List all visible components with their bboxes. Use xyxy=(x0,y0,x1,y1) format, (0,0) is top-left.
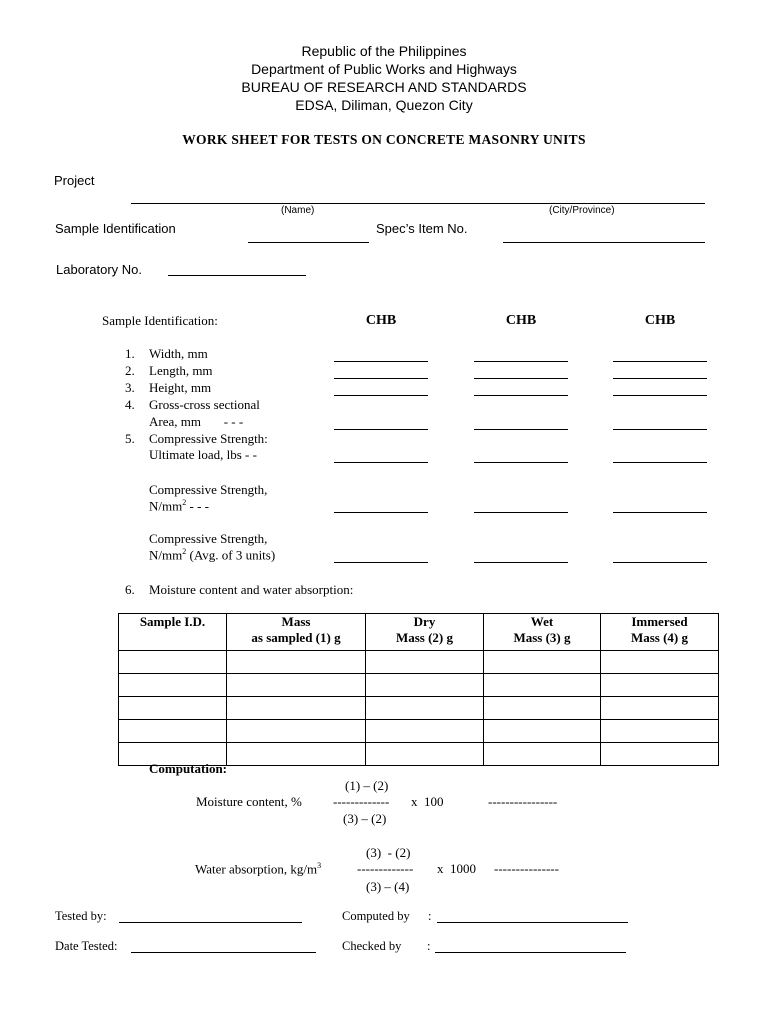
item-height-label: Height, mm xyxy=(149,380,212,395)
checked-by-colon: : xyxy=(427,939,431,953)
item-number: 5. xyxy=(125,431,135,446)
computed-by-line[interactable] xyxy=(437,922,628,923)
compressive-strength-label: Compressive Strength, xyxy=(149,482,268,497)
table-header-sample-id: Sample I.D. xyxy=(119,614,227,651)
moisture-table xyxy=(118,613,719,766)
wa-fraction-bar: ------------- xyxy=(357,861,414,876)
table-cell[interactable] xyxy=(227,651,366,674)
chb-3-entry-line[interactable] xyxy=(613,462,707,463)
table-cell[interactable] xyxy=(601,697,719,720)
mc-numerator: (1) – (2) xyxy=(345,778,389,793)
compressive-strength-avg-unit: $N/mm^2$ (Avg. of 3 units) xyxy=(149,547,276,563)
table-header-wet-mass: Wet Mass (3) g xyxy=(484,614,601,651)
date-tested-label: Date Tested: xyxy=(55,939,118,953)
chb-1-entry-line[interactable] xyxy=(334,512,428,513)
mc-denominator: (3) – (2) xyxy=(343,811,387,826)
chb-1-entry-line[interactable] xyxy=(334,462,428,463)
table-row xyxy=(119,674,719,697)
item-number: 1. xyxy=(125,346,135,361)
table-cell[interactable] xyxy=(119,720,227,743)
mc-result-line: ---------------- xyxy=(488,794,558,809)
chb-2-entry-line[interactable] xyxy=(474,395,568,396)
chb-2-entry-line[interactable] xyxy=(474,361,568,362)
chb-2-entry-line[interactable] xyxy=(474,512,568,513)
table-header-mass-sampled: Mass as sampled (1) g xyxy=(227,614,366,651)
table-cell[interactable] xyxy=(601,743,719,766)
chb-3-entry-line[interactable] xyxy=(613,429,707,430)
project-line[interactable] xyxy=(131,203,705,204)
item-number: 3. xyxy=(125,380,135,395)
chb-3-entry-line[interactable] xyxy=(613,361,707,362)
tested-by-line[interactable] xyxy=(119,922,302,923)
spec-item-label: Spec’s Item No. xyxy=(376,221,468,236)
table-cell[interactable] xyxy=(366,651,484,674)
mc-label: Moisture content, % xyxy=(196,794,302,809)
wa-result-line: --------------- xyxy=(494,861,559,876)
table-cell[interactable] xyxy=(484,720,601,743)
column-chb-1: CHB xyxy=(365,313,397,328)
item-width-label: Width, mm xyxy=(149,346,208,361)
table-cell[interactable] xyxy=(366,674,484,697)
header-department: Department of Public Works and Highways xyxy=(251,61,517,77)
wa-label: Water absorption, $kg/m^3$ xyxy=(195,861,322,877)
compressive-strength-avg-label: Compressive Strength, xyxy=(149,531,268,546)
chb-2-entry-line[interactable] xyxy=(474,429,568,430)
compressive-strength-unit: $N/mm^2$ - - - xyxy=(149,498,209,514)
date-tested-line[interactable] xyxy=(131,952,316,953)
header-address: EDSA, Diliman, Quezon City xyxy=(295,97,473,113)
project-name-caption: (Name) xyxy=(281,205,315,216)
computed-by-label: Computed by xyxy=(342,909,410,923)
item-number: 4. xyxy=(125,397,135,412)
table-cell[interactable] xyxy=(366,743,484,766)
table-cell[interactable] xyxy=(227,674,366,697)
wa-numerator: (3) - (2) xyxy=(366,845,411,860)
table-cell[interactable] xyxy=(227,743,366,766)
wa-multiplier: x 1000 xyxy=(437,861,476,876)
checked-by-label: Checked by xyxy=(342,939,402,953)
chb-2-entry-line[interactable] xyxy=(474,462,568,463)
chb-1-entry-line[interactable] xyxy=(334,562,428,563)
table-cell[interactable] xyxy=(366,720,484,743)
sample-identification-label: Sample Identification xyxy=(55,221,176,236)
table-cell[interactable] xyxy=(119,651,227,674)
table-cell[interactable] xyxy=(484,651,601,674)
tested-by-label: Tested by: xyxy=(55,909,107,923)
laboratory-line[interactable] xyxy=(168,275,306,276)
header-republic: Republic of the Philippines xyxy=(301,43,467,59)
column-chb-2: CHB xyxy=(505,313,537,328)
table-cell[interactable] xyxy=(484,697,601,720)
chb-3-entry-line[interactable] xyxy=(613,395,707,396)
moisture-section-label: Moisture content and water absorption: xyxy=(149,582,354,597)
chb-2-entry-line[interactable] xyxy=(474,378,568,379)
item-length-label: Length, mm xyxy=(149,363,213,378)
chb-3-entry-line[interactable] xyxy=(613,562,707,563)
table-cell[interactable] xyxy=(366,697,484,720)
table-cell[interactable] xyxy=(484,674,601,697)
item-ultimate-load-label: Ultimate load, lbs - - xyxy=(149,447,257,462)
table-cell[interactable] xyxy=(601,674,719,697)
table-cell[interactable] xyxy=(484,743,601,766)
chb-2-entry-line[interactable] xyxy=(474,562,568,563)
computation-heading: Computation: xyxy=(149,761,228,776)
tests-heading: Sample Identification: xyxy=(102,313,218,328)
item-number: 2. xyxy=(125,363,135,378)
table-cell[interactable] xyxy=(601,651,719,674)
chb-1-entry-line[interactable] xyxy=(334,395,428,396)
mc-fraction-bar: ------------- xyxy=(333,794,390,809)
laboratory-label: Laboratory No. xyxy=(56,262,142,277)
chb-1-entry-line[interactable] xyxy=(334,378,428,379)
sample-identification-line[interactable] xyxy=(248,242,369,243)
item-number: 6. xyxy=(125,582,135,597)
table-cell[interactable] xyxy=(119,697,227,720)
checked-by-line[interactable] xyxy=(435,952,626,953)
table-row xyxy=(119,697,719,720)
item-compressive-label: Compressive Strength: xyxy=(149,431,268,446)
mc-multiplier: x 100 xyxy=(411,794,444,809)
table-cell[interactable] xyxy=(227,720,366,743)
table-header-immersed-mass: Immersed Mass (4) g xyxy=(601,614,719,651)
chb-3-entry-line[interactable] xyxy=(613,512,707,513)
header-bureau: BUREAU OF RESEARCH AND STANDARDS xyxy=(241,79,527,95)
page-title: WORK SHEET FOR TESTS ON CONCRETE MASONRY UNITS xyxy=(182,132,586,147)
chb-1-entry-line[interactable] xyxy=(334,361,428,362)
computed-by-colon: : xyxy=(428,909,432,923)
chb-3-entry-line[interactable] xyxy=(613,378,707,379)
chb-1-entry-line[interactable] xyxy=(334,429,428,430)
spec-item-line[interactable] xyxy=(503,242,705,243)
table-cell[interactable] xyxy=(227,697,366,720)
item-gross-area-label: Gross-cross sectional xyxy=(149,397,260,412)
column-chb-3: CHB xyxy=(644,313,676,328)
project-city-caption: (City/Province) xyxy=(549,205,615,216)
table-cell[interactable] xyxy=(601,720,719,743)
table-row xyxy=(119,651,719,674)
table-row xyxy=(119,720,719,743)
wa-denominator: (3) – (4) xyxy=(366,879,410,894)
project-label: Project xyxy=(54,173,95,188)
table-cell[interactable] xyxy=(119,674,227,697)
item-gross-area-label-2: Area, mm - - - xyxy=(149,414,244,429)
table-header-dry-mass: Dry Mass (2) g xyxy=(366,614,484,651)
